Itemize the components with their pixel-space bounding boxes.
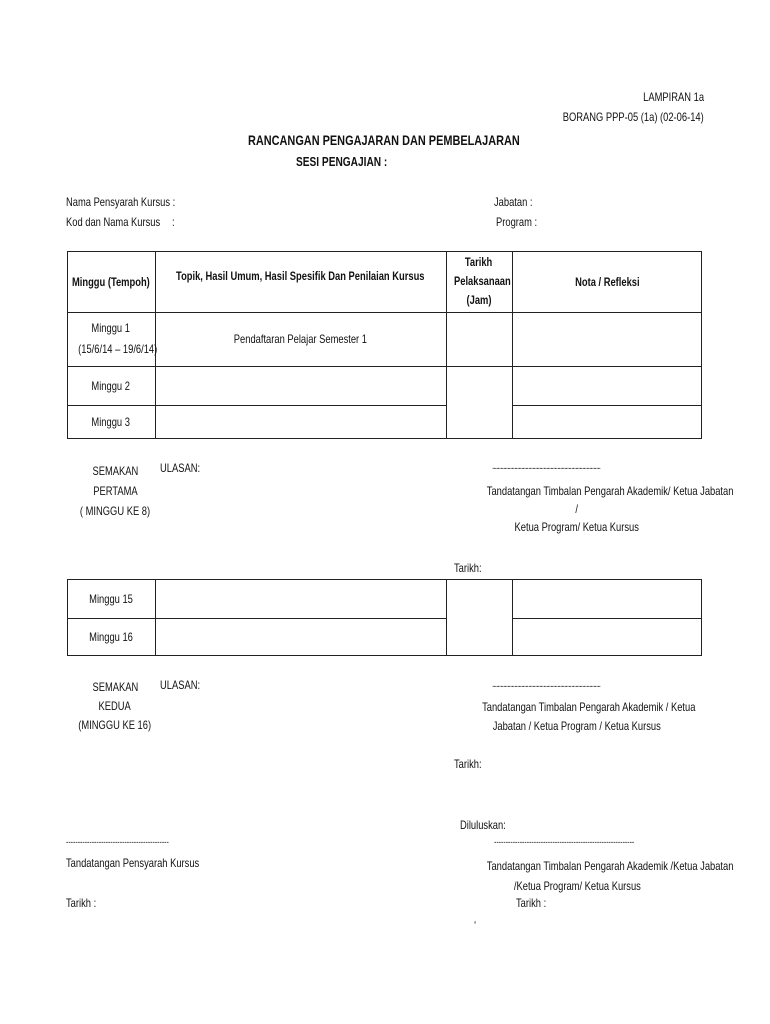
approver-signature-line: ------------------------------------------------------------ — [494, 837, 635, 847]
approver-date-label: Tarikh : — [516, 896, 547, 910]
review-2-signature-caption: Tandatangan Timbalan Pengarah Akademik / Ketua Jabatan / Ketua Program / Ketua Kursus — [482, 700, 696, 733]
stray-mark: ‘ — [474, 920, 477, 931]
table-row-1-week: Minggu 1 (15/6/14 – 19/6/14) — [78, 321, 158, 356]
page-title: RANCANGAN PENGAJARAN DAN PEMBELAJARAN — [248, 132, 520, 148]
review-1-signature-line: .............................................................................. — [492, 461, 601, 472]
review-1-label: SEMAKAN PERTAMA ( MINGGU KE 8) — [79, 464, 151, 518]
approver-signature-caption: Tandatangan Timbalan Pengarah Akademik /Ketua Jabatan /Ketua Program/ Ketua Kursus — [486, 859, 734, 893]
header-notes: Nota / Refleksi — [574, 274, 640, 289]
header-topic: Topik, Hasil Umum, Hasil Spesifik Dan Penilaian Kursus — [176, 269, 425, 283]
lecturer-date-label: Tarikh : — [66, 896, 97, 910]
table-2-row-2-week: Minggu 16 — [89, 630, 133, 644]
table-row-1-topic: Pendaftaran Pelajar Semester 1 — [233, 332, 368, 346]
approved-label: Diluluskan: — [460, 818, 506, 832]
borang-code: BORANG PPP-05 (1a) (02-06-14) — [563, 110, 704, 124]
review-2-comment-label: ULASAN: — [160, 678, 201, 692]
review-2-signature-line: .............................................................................. — [492, 679, 601, 690]
table-row-3-week: Minggu 3 — [91, 415, 131, 429]
table-row-2-week: Minggu 2 — [91, 378, 131, 393]
table-2-row-1-week: Minggu 15 — [89, 591, 133, 606]
lecturer-name-label: Nama Pensyarah Kursus : — [66, 195, 176, 209]
review-1-date-label: Tarikh: — [454, 561, 482, 575]
course-code-label: Kod dan Nama Kursus — [66, 215, 161, 229]
course-code-colon: : — [172, 215, 175, 229]
header-date: Tarikh Pelaksanaan (Jam) — [453, 255, 511, 307]
lampiran-label: LAMPIRAN 1a — [643, 90, 704, 104]
header-week: Minggu (Tempoh) — [72, 274, 150, 289]
review-2-date-label: Tarikh: — [454, 757, 482, 771]
program-label: Program : — [496, 215, 538, 229]
review-1-comment-label: ULASAN: — [160, 461, 201, 475]
session-label: SESI PENGAJIAN : — [296, 154, 388, 169]
department-label: Jabatan : — [494, 195, 533, 209]
review-1-signature-caption: Tandatangan Timbalan Pengarah Akademik/ Ketua Jabatan / Ketua Program/ Ketua Kursus — [486, 484, 734, 534]
lecturer-signature-line: -------------------------------------------- — [66, 837, 169, 847]
review-2-label: SEMAKAN KEDUA (MINGGU KE 16) — [78, 680, 152, 732]
lecturer-signature-caption: Tandatangan Pensyarah Kursus — [66, 856, 200, 870]
